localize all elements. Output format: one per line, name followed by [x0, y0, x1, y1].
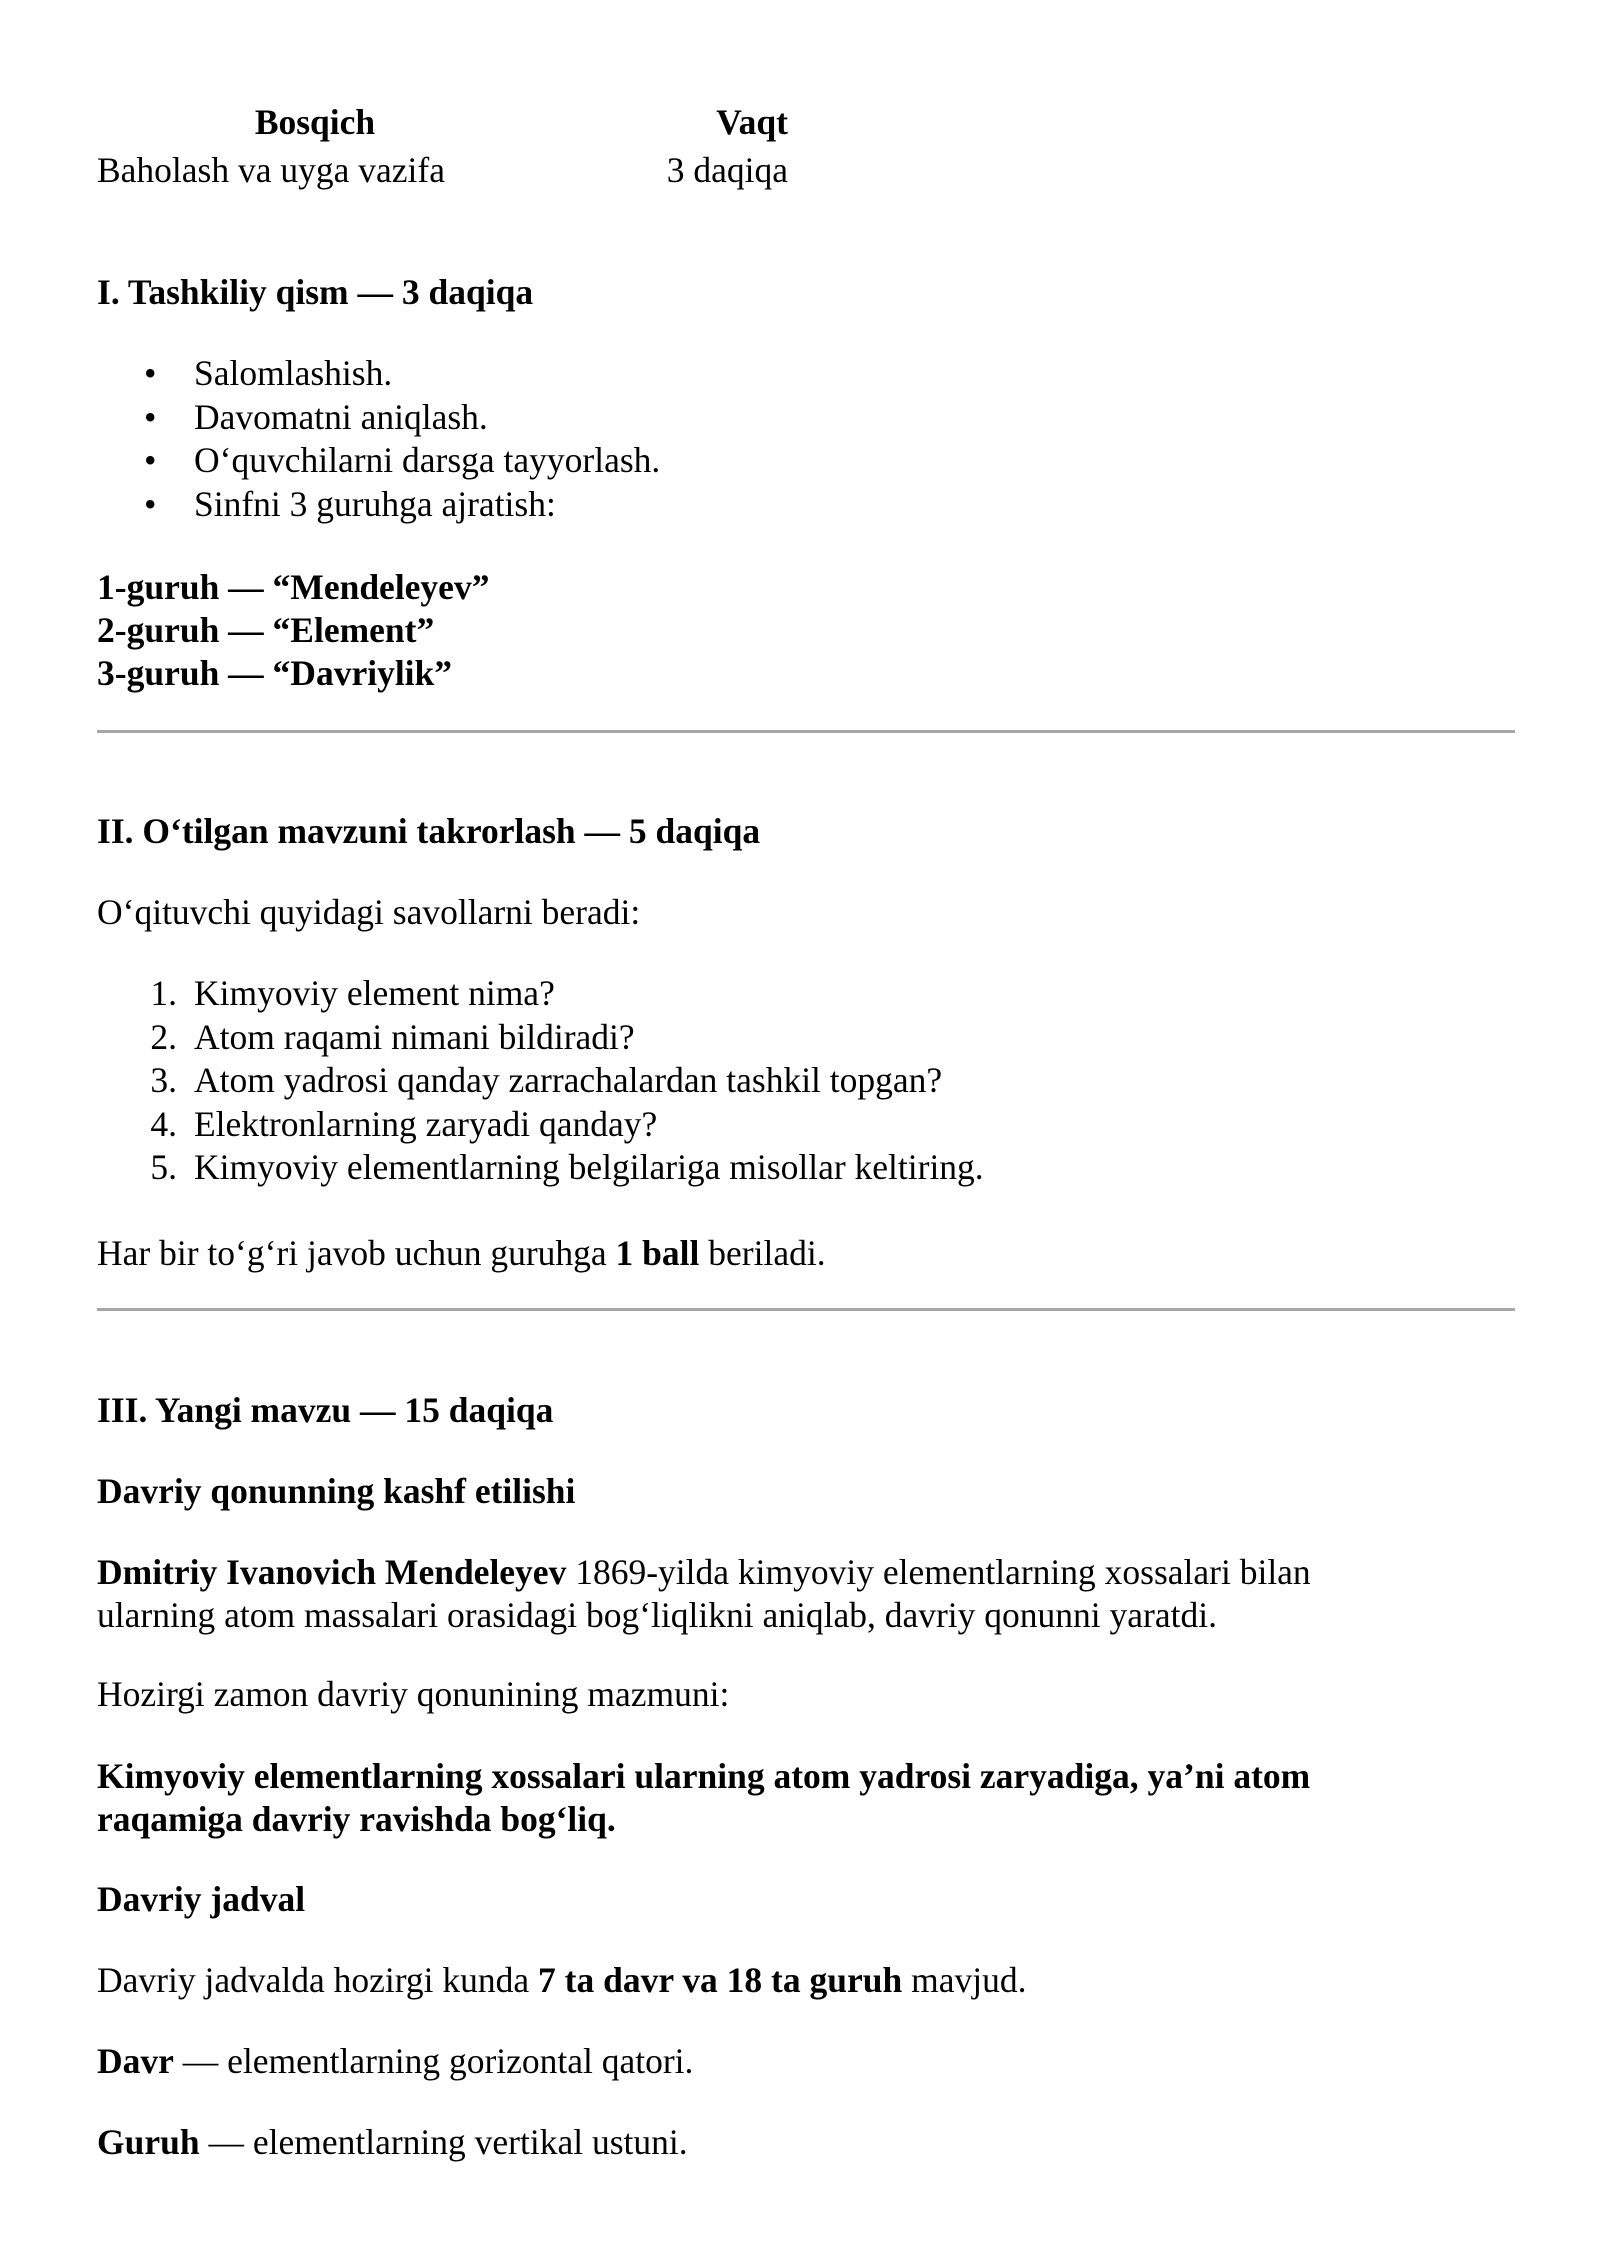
period-text: — elementlarning gorizontal qatori.: [173, 2041, 694, 2081]
section3-subtitle: Davriy qonunning kashf etilishi: [97, 1471, 576, 1511]
question-list: [97, 972, 984, 1190]
law-statement-line2: raqamiga davriy ravishda bog‘liq.: [97, 1799, 616, 1839]
list-item-text: Kimyoviy element nima?: [194, 973, 555, 1013]
table-header-time: Vaqt: [716, 102, 788, 142]
list-item: [97, 972, 984, 1016]
table-info-counts: 7 ta davr va 18 ta guruh: [538, 1960, 903, 2000]
group-1-label: 1-guruh — “Mendeleyev”: [97, 567, 490, 607]
section2-intro: O‘qituvchi quyidagi savollarni beradi:: [97, 892, 641, 932]
scoring-points: 1 ball: [615, 1233, 700, 1273]
list-item: [97, 1059, 984, 1103]
list-item-text: Atom yadrosi qanday zarrachalardan tashkil topgan?: [194, 1060, 943, 1100]
list-item: [97, 396, 660, 440]
list-item-number: 1.: [150, 973, 177, 1013]
scoring-note: [97, 1232, 826, 1275]
scoring-text-before: Har bir to‘g‘ri javob uchun guruhga: [97, 1233, 616, 1273]
table-row: [97, 146, 788, 194]
group-term: Guruh: [97, 2122, 200, 2162]
bullet-icon: •: [144, 440, 157, 480]
section3-title: III. Yangi mavzu — 15 daqiqa: [97, 1390, 554, 1430]
section2-title: II. O‘tilgan mavzuni takrorlash — 5 daqiqa: [97, 811, 761, 851]
table-header-stage: Bosqich: [254, 102, 376, 142]
group-text: — elementlarning vertikal ustuni.: [199, 2122, 688, 2162]
list-item: [97, 483, 660, 527]
table-info-before: Davriy jadvalda hozirgi kunda: [97, 1960, 538, 2000]
discovery-paragraph-line2: ularning atom massalari orasidagi bog‘liqlikni aniqlab, davriy qonunni yaratdi.: [97, 1595, 1217, 1635]
period-definition: [97, 2040, 693, 2083]
law-statement-line1: Kimyoviy elementlarning xossalari ularning atom yadrosi zaryadiga, ya’ni atom: [97, 1756, 1311, 1796]
bullet-icon: •: [144, 483, 157, 524]
bullet-icon: •: [144, 353, 157, 393]
list-item-number: 3.: [150, 1060, 177, 1100]
group-2-label: 2-guruh — “Element”: [97, 610, 435, 650]
scoring-text-after: beriladi.: [699, 1233, 826, 1273]
periodic-table-info: [97, 1959, 1026, 2002]
period-term: Davr: [97, 2041, 174, 2081]
group-definition: [97, 2121, 688, 2164]
table-header-row: [97, 98, 788, 146]
list-item: [97, 1146, 984, 1190]
list-item-text: Salomlashish.: [194, 353, 393, 393]
table-info-after: mavjud.: [902, 1960, 1027, 2000]
discovery-paragraph-line1: [97, 1551, 1311, 1594]
section1-bullet-list: [97, 352, 660, 526]
list-item-text: Elektronlarning zaryadi qanday?: [194, 1103, 658, 1144]
list-item-text: Atom raqami nimani bildiradi?: [194, 1016, 635, 1057]
list-item-number: 5.: [150, 1147, 177, 1187]
stage-time-table: [97, 98, 788, 194]
list-item-number: 2.: [150, 1016, 177, 1057]
list-item: [97, 1016, 984, 1060]
scientist-name: Dmitriy Ivanovich Mendeleyev: [97, 1552, 567, 1592]
list-item-text: Sinfni 3 guruhga ajratish:: [194, 483, 556, 524]
section1-title: I. Tashkiliy qism — 3 daqiqa: [97, 272, 534, 312]
list-item-number: 4.: [150, 1103, 177, 1144]
list-item: [97, 1103, 984, 1147]
list-item-text: O‘quvchilarni darsga tayyorlash.: [194, 440, 661, 480]
list-item-text: Kimyoviy elementlarning belgilariga misollar keltiring.: [194, 1147, 984, 1187]
modern-law-intro: Hozirgi zamon davriy qonunining mazmuni:: [97, 1674, 730, 1714]
horizontal-divider: [97, 730, 1515, 733]
horizontal-divider: [97, 1308, 1515, 1311]
discovery-text: 1869-yilda kimyoviy elementlarning xossalari bilan: [566, 1552, 1311, 1592]
bullet-icon: •: [144, 396, 157, 437]
table-cell-stage: Baholash va uyga vazifa: [97, 150, 445, 190]
table-cell-time: 3 daqiqa: [666, 150, 788, 190]
periodic-table-heading: Davriy jadval: [97, 1879, 306, 1919]
list-item: [97, 439, 660, 483]
list-item-text: Davomatni aniqlash.: [194, 396, 488, 437]
list-item: [97, 352, 660, 396]
group-3-label: 3-guruh — “Davriylik”: [97, 653, 453, 693]
